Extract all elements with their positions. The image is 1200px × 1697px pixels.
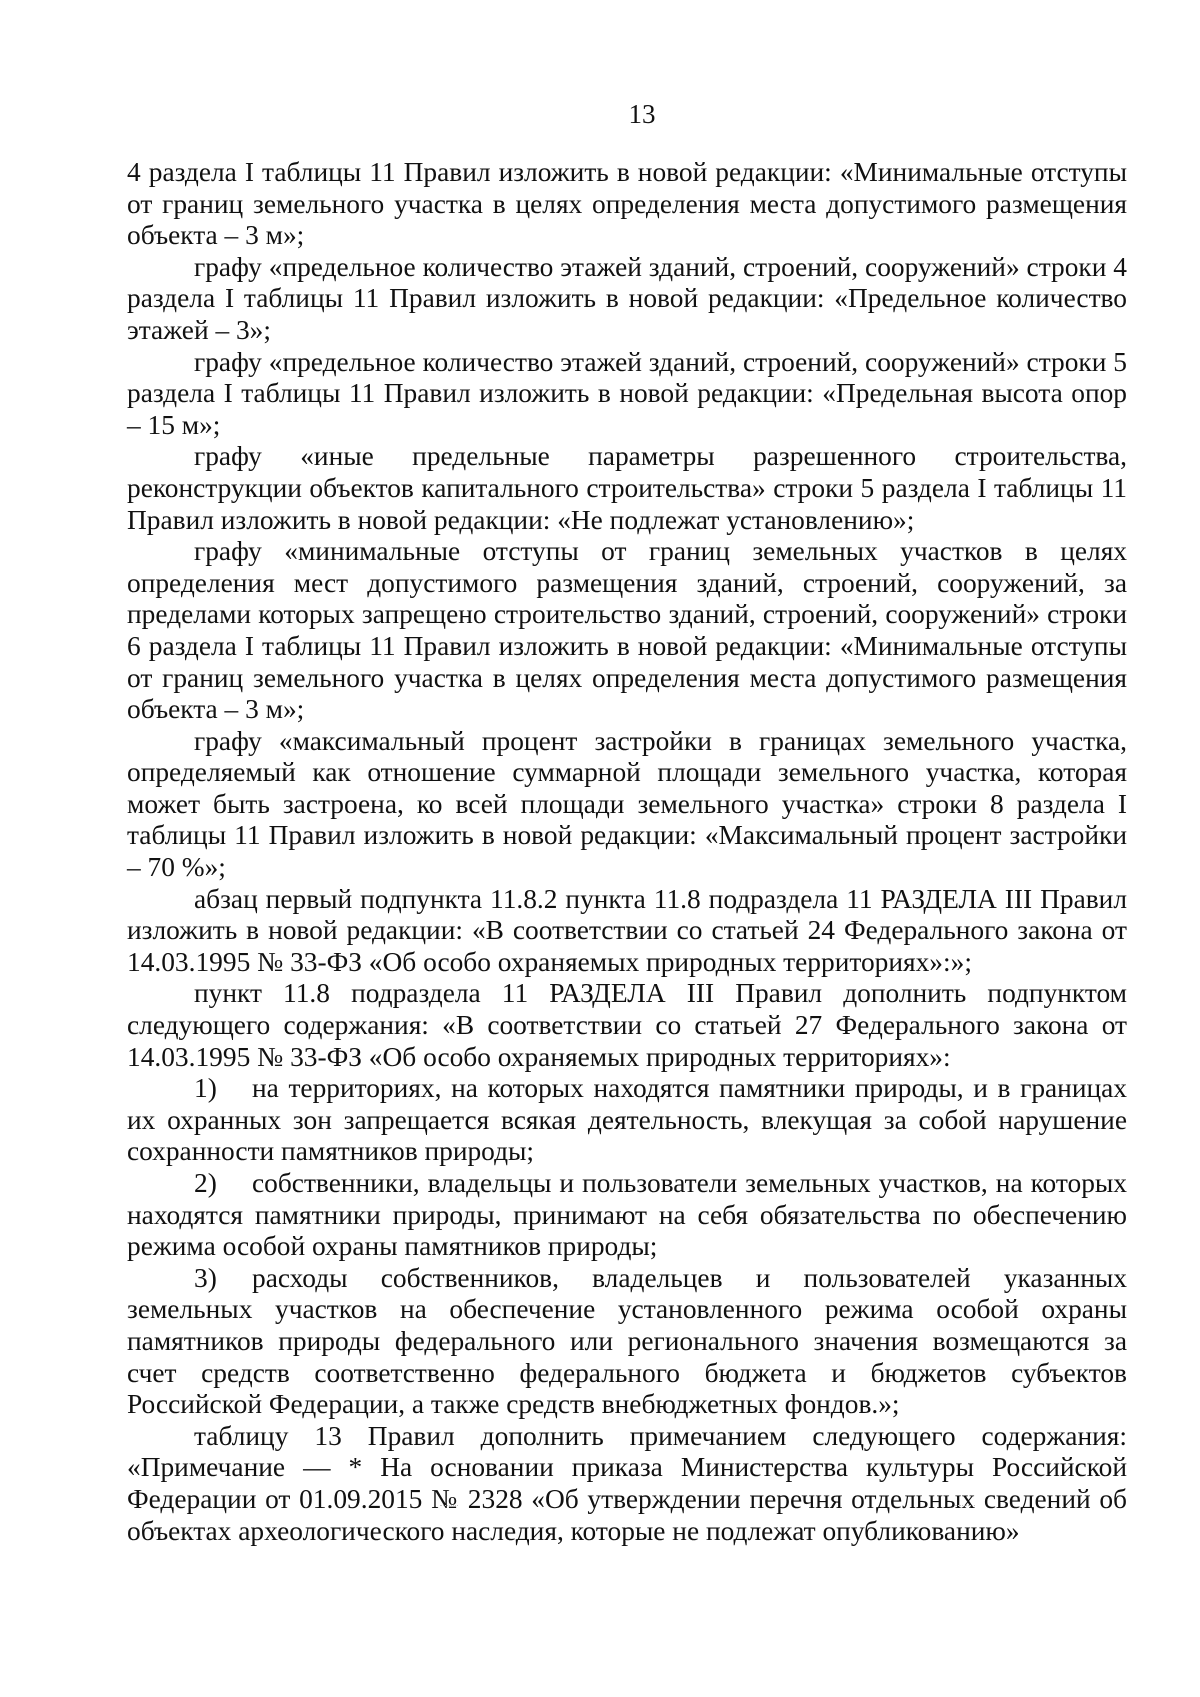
- paragraph-floors-row-5: графу «предельное количество этажей зданий, строений, сооружений» строки 5 раздела I таблицы 11 Правил изложить в новой редакции: «Предельная высота опор – 15 м»;: [127, 346, 1127, 440]
- page-number: 13: [628, 99, 656, 129]
- paragraph-max-coverage-row-8: графу «максимальный процент застройки в границах земельного участка, определяемый как отношение суммарной площади земельного участка, которая может быть застроена, ко всей площади земельного участка» строки 8 раздела I таблицы 11 Правил изложить в новой редакции: «Максимальный процент застройки – 70 %»;: [127, 725, 1127, 883]
- scan-artifact-divider: [440, 1505, 458, 1506]
- list-item-text: расходы собственников, владельцев и пользователей указанных земельных участков на обеспечение установленного режима особой охраны памятников природы федерального или регионального значения возмещаются за счет средств соответственно федерального бюджета и бюджетов субъектов Российской Федерации, а также средств внебюджетных фондов.»;: [127, 1262, 1127, 1420]
- list-item-2: [127, 1168, 1127, 1263]
- list-item-number: 3): [194, 1262, 217, 1293]
- document-body: [127, 157, 1127, 1547]
- paragraph-floors-row-4: графу «предельное количество этажей зданий, строений, сооружений» строки 4 раздела I таблицы 11 Правил изложить в новой редакции: «Предельное количество этажей – 3»;: [127, 251, 1127, 345]
- list-item-1: [127, 1073, 1127, 1168]
- list-item-number: 2): [194, 1168, 217, 1198]
- list-item-3: [127, 1263, 1127, 1421]
- paragraph-setbacks-row-6: графу «минимальные отступы от границ земельных участков в целях определения мест допустимого размещения зданий, строений, сооружений, за пределами которых запрещено строительство зданий, строений, сооружений» строки 6 раздела I таблицы 11 Правил изложить в новой редакции: «Минимальные отступы от границ земельного участка в целях определения места допустимого размещения объекта – 3 м»;: [127, 536, 1127, 725]
- paragraph-table-13-note: таблицу 13 Правил дополнить примечанием следующего содержания: «Примечание — * На основании приказа Министерства культуры Российской Федерации от 01.09.2015 № 2328 «Об утверждении перечня отдельных сведений об объектах археологического наследия, которые не подлежат опубликованию»: [127, 1420, 1127, 1546]
- paragraph-clause-11-8-addition: пункт 11.8 подраздела 11 РАЗДЕЛА III Правил дополнить подпунктом следующего содержания: «В соответствии со статьей 27 Федерального закона от 14.03.1995 № 33-ФЗ «Об особо охраняемых природных территориях»:: [127, 978, 1127, 1072]
- list-item-text: собственники, владельцы и пользователи земельных участков, на которых находятся памятники природы, принимают на себя обязательства по обеспечению режима особой охраны памятников природы;: [127, 1168, 1127, 1262]
- paragraph-other-parameters-row-5: графу «иные предельные параметры разрешенного строительства, реконструкции объектов капитального строительства» строки 5 раздела I таблицы 11 Правил изложить в новой редакции: «Не подлежат установлению»;: [127, 441, 1127, 535]
- paragraph-subclause-11-8-2: абзац первый подпункта 11.8.2 пункта 11.8 подраздела 11 РАЗДЕЛА III Правил изложить в новой редакции: «В соответствии со статьей 24 Федерального закона от 14.03.1995 № 33-ФЗ «Об особо охраняемых природных территориях»:»;: [127, 883, 1127, 977]
- scan-artifact-divider: [955, 1505, 975, 1506]
- list-item-text: на территориях, на которых находятся памятники природы, и в границах их охранных зон запрещается всякая деятельность, влекущая за собой нарушение сохранности памятников природы;: [127, 1073, 1127, 1167]
- paragraph-continuation: 4 раздела I таблицы 11 Правил изложить в новой редакции: «Минимальные отступы от границ земельного участка в целях определения места допустимого размещения объекта – 3 м»;: [127, 157, 1127, 251]
- list-item-number: 1): [194, 1073, 217, 1104]
